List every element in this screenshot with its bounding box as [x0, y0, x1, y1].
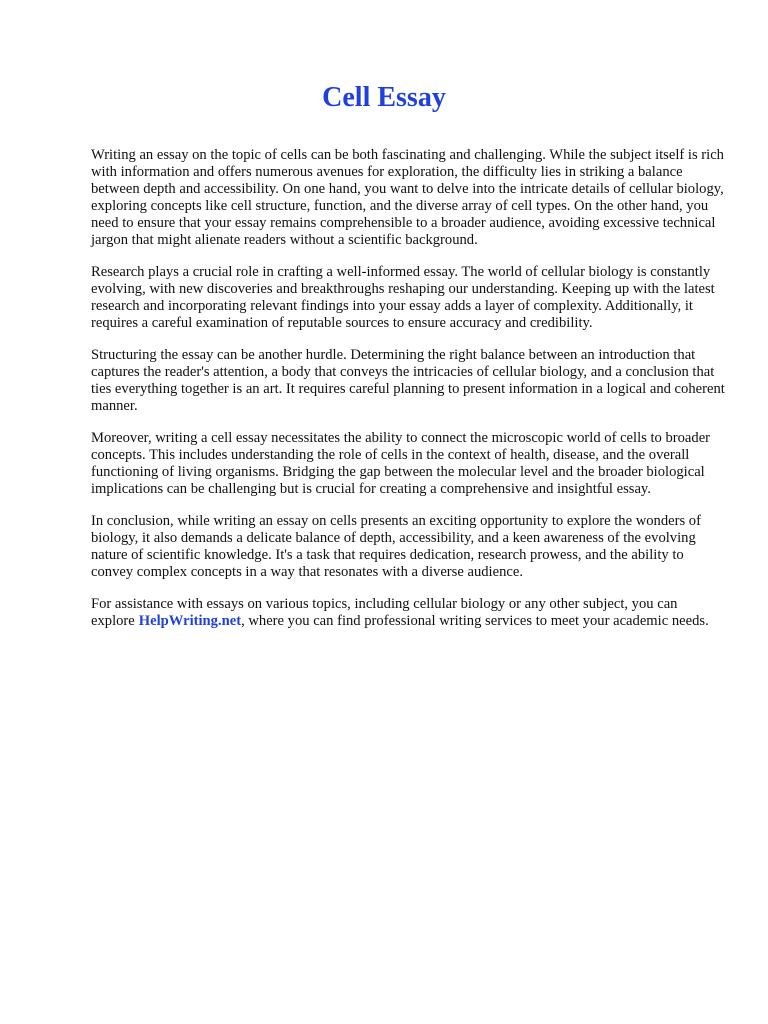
paragraph-2: Research plays a crucial role in crafting a well-informed essay. The world of cellular biology is constantly evolving, with new discoveries and breakthroughs reshaping our understanding. Keeping up with the latest research and incorporating relevant findings into your essay adds a layer of complexity. Additionally, it requires a careful examination of reputable sources to ensure accuracy and credibility.: [91, 264, 715, 331]
paragraph-3: Structuring the essay can be another hurdle. Determining the right balance between an introduction that captures the reader's attention, a body that conveys the intricacies of cellular biology, and a conclusion that ties everything together is an art. It requires careful planning to present information in a logical and coherent manner.: [91, 347, 725, 414]
paragraph-6-text-before-link: For assistance with essays on various topics, including cellular biology or any other subject, you can explore: [91, 596, 678, 629]
paragraph-1: Writing an essay on the topic of cells can be both fascinating and challenging. While the subject itself is rich with information and offers numerous avenues for exploration, the difficulty lies in striking a balance between depth and accessibility. On one hand, you want to delve into the intricate details of cellular biology, exploring concepts like cell structure, function, and the diverse array of cell types. On the other hand, you need to ensure that your essay remains comprehensible to a broader audience, avoiding excessive technical jargon that might alienate readers without a scientific background.: [91, 147, 724, 248]
paragraph-6: [91, 596, 727, 630]
paragraph-6-text-after-link: , where you can find professional writing services to meet your academic needs.: [241, 613, 709, 629]
page-title: Cell Essay: [322, 82, 446, 113]
helpwriting-link[interactable]: HelpWriting.net: [138, 613, 242, 629]
paragraph-4: Moreover, writing a cell essay necessitates the ability to connect the microscopic world of cells to broader concepts. This includes understanding the role of cells in the context of health, disease, and the overall functioning of living organisms. Bridging the gap between the molecular level and the broader biological implications can be challenging but is crucial for creating a comprehensive and insightful essay.: [91, 430, 711, 497]
essay-body: [91, 147, 727, 645]
paragraph-5: In conclusion, while writing an essay on cells presents an exciting opportunity to explore the wonders of biology, it also demands a delicate balance of depth, accessibility, and a keen awareness of the evolving nature of scientific knowledge. It's a task that requires dedication, research prowess, and the ability to convey complex concepts in a way that resonates with a diverse audience.: [91, 513, 701, 580]
